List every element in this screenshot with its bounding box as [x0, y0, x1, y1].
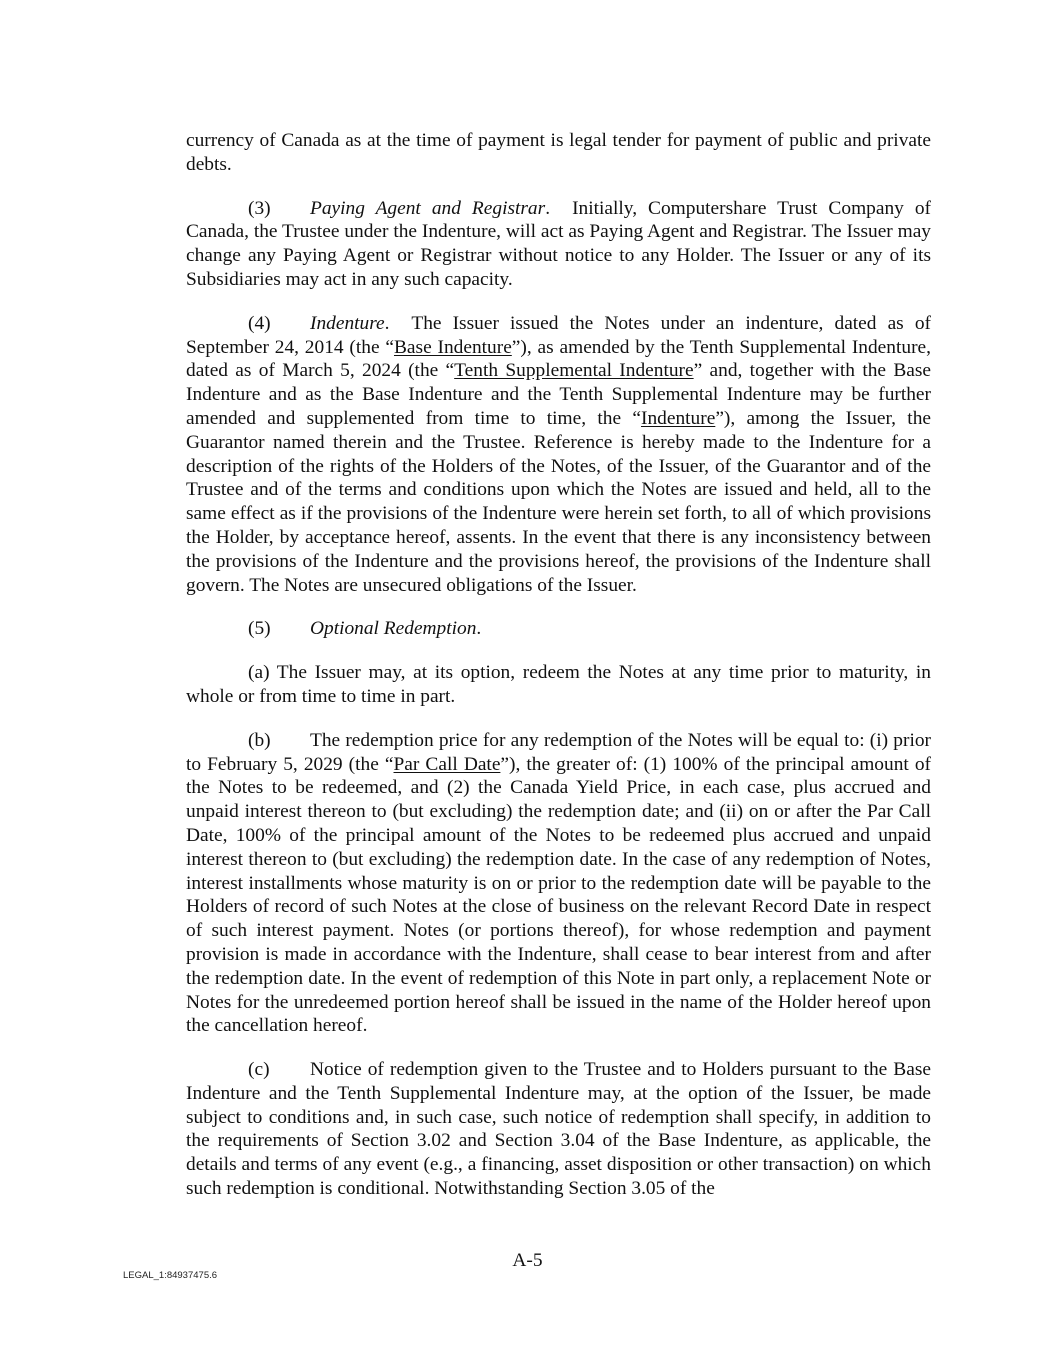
paragraph-paying-agent: (3) Paying Agent and Registrar. Initially, Computershare Trust Company of Canada, the Trustee under the Indenture, will act as Paying Agent and Registrar. The Issuer may change any Paying Agent or Registrar without notice to any Holder. The Issuer or any of its Subsidiaries may act in any such capacity. — [186, 197, 932, 290]
section-number: (4) — [248, 312, 271, 334]
section-heading: Optional Redemption — [310, 618, 477, 640]
section-number: (5) — [248, 618, 271, 640]
paragraph-b — [186, 729, 931, 1038]
defined-term: Indenture — [641, 407, 716, 429]
paragraph-c — [186, 1058, 931, 1201]
paragraph-optional-redemption: (5) Optional Redemption. — [248, 618, 482, 640]
paragraph-continuation: currency of Canada as at the time of payment is legal tender for payment of public and private debts. — [186, 130, 931, 175]
section-text: ”), the greater of: (1) 100% of the principal amount of the Notes to be redeemed, and (2) the Canada Yield Price, in each case, plus accrued and unpaid interest thereon to (but excluding) the redemption date; and (ii) on or after the Par Call Date, 100% of the principal amount of the Notes to be redeemed plus accrued and unpaid interest thereon to (but excluding) the redemption date. In the case of any redemption of Notes, interest installments whose maturity is on or prior to the redemption date will be payable to the Holders of record of such Notes at the close of business on the relevant Record Date in respect of such interest payment. Notes (or portions thereof), for whose redemption and payment provision is made in accordance with the Indenture, shall cease to bear interest from and after the redemption date. In the event of redemption of this Note in part only, a replacement Note or Notes for the unredeemed portion hereof shall be issued in the name of the Holder hereof upon the cancellation hereof. — [186, 753, 931, 1037]
section-text: The Issuer issued the Notes under an indenture, dated as of September 24, 2014 (the “ — [186, 312, 931, 358]
section-text: ”), among the Issuer, the Guarantor named therein and the Trustee. Reference is hereby made to the Indenture for a description of the rights of the Holders of the Notes, of the Issuer, of the Guarantor and of the Trustee and of the terms and conditions upon which the Notes are issued and held, all to the same effect as if the provisions of the Indenture were herein set forth, to all of which provisions the Holder, by acceptance hereof, assents. In the event that there is any inconsistency between the provisions of the Indenture and the provisions hereof, the provisions of the Indenture shall govern. The Notes are unsecured obligations of the Issuer. — [186, 407, 931, 596]
defined-term: Base Indenture — [393, 336, 512, 358]
paragraph-indenture: (4) Indenture. The Issuer issued the Notes under an indenture, dated as of September 24, 2014 (the “Base Indenture”), as amended by the Tenth Supplemental Indenture, dated as of March 5, 2024 (the “Tenth Supplemental Indenture” and, together with the Base Indenture and as the Base Indenture and the Tenth Supplemental Indenture may be further amended and supplemented from time to time, the “Indenture”), among the Issuer, the Guarantor named therein and the Trustee. Reference is hereby made to the Indenture for a description of the rights of the Holders of the Notes, of the Issuer, of the Guarantor and of the Trustee and of the terms and conditions upon which the Notes are issued and held, all to the same effect as if the provisions of the Indenture were herein set forth, to all of which provisions the Holder, by acceptance hereof, assents. In the event that there is any inconsistency between the provisions of the Indenture and the provisions hereof, the provisions of the Indenture shall govern. The Notes are unsecured obligations of the Issuer. — [186, 312, 932, 596]
section-text: The redemption price for any redemption of the Notes will be equal to: (i) prior to February 5, 2029 (the “ — [186, 729, 931, 775]
section-text: Notice of redemption given to the Trustee and to Holders pursuant to the Base Indenture and the Tenth Supplemental Indenture may, at the option of the Issuer, be made subject to conditions and, in such case, such notice of redemption shall specify, in addition to the requirements of Section 3.02 and Section 3.04 of the Base Indenture, as applicable, the details and terms of any event (e.g., a financing, asset disposition or other transaction) on which such redemption is conditional. Notwithstanding Section 3.05 of the — [186, 1059, 931, 1200]
section-text: Initially, Computershare Trust Company of Canada, the Trustee under the Indenture, will act as Paying Agent and Registrar. The Issuer may change any Paying Agent or Registrar without notice to any Holder. The Issuer or any of its Subsidiaries may act in any such capacity. — [186, 197, 932, 290]
section-text: ” and, together with the Base Indenture and as the Base Indenture and the Tenth Supplemental Indenture may be further amended and supplemented from time to time, the “ — [186, 360, 932, 429]
section-heading: Paying Agent and Registrar — [310, 197, 546, 219]
document-id: LEGAL_1:84937475.6 — [123, 1270, 218, 1281]
document-body — [186, 129, 931, 1221]
section-text: ”), as amended by the Tenth Supplemental Indenture, dated as of March 5, 2024 (the “ — [186, 336, 931, 382]
paragraph-a: (a) The Issuer may, at its option, redeem the Notes at any time prior to maturity, in whole or from time to time in part. — [186, 662, 931, 707]
subsection-number: (b) — [248, 729, 271, 751]
defined-term: Tenth Supplemental Indenture — [454, 360, 694, 382]
subsection-number: (c) — [248, 1059, 270, 1081]
section-number: (3) — [248, 197, 271, 219]
defined-term: Par Call Date — [393, 753, 501, 775]
page-number: A-5 — [512, 1250, 543, 1271]
section-heading: Indenture — [310, 312, 385, 334]
